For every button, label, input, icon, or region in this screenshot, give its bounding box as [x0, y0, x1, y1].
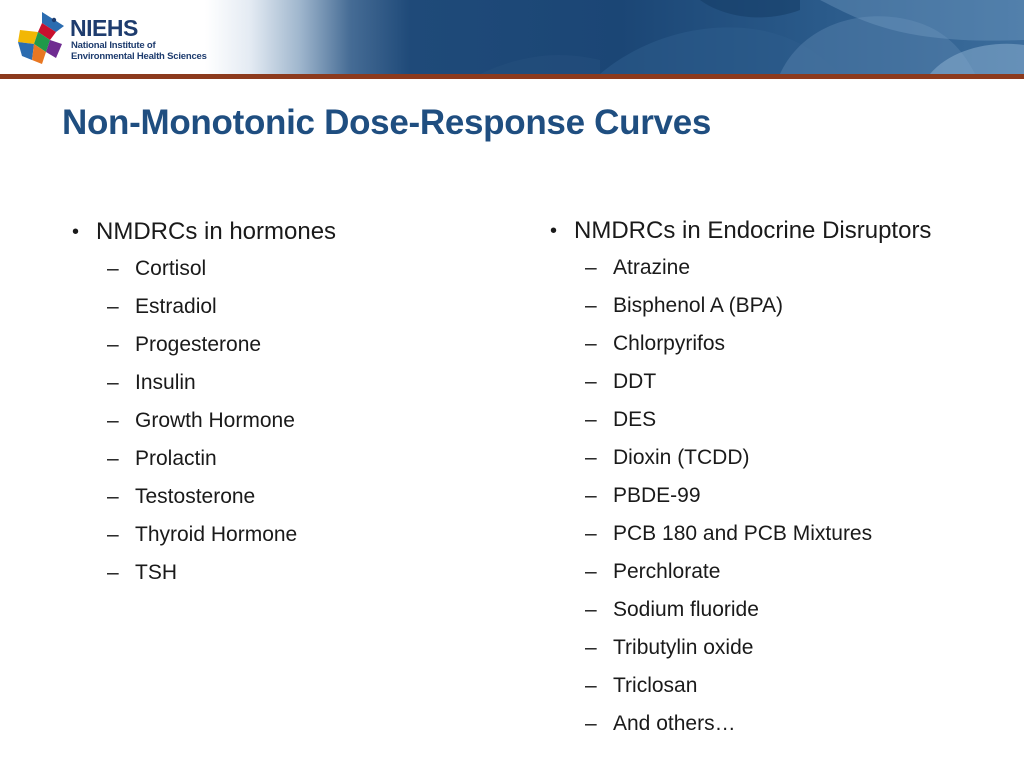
list-item-label: Tributylin oxide	[613, 636, 754, 659]
list-item	[72, 295, 502, 333]
left-column-heading	[72, 217, 502, 247]
list-item-label: Insulin	[135, 371, 196, 394]
logo-subtitle-line-1: National Institute of	[71, 40, 156, 51]
list-item	[72, 371, 502, 409]
list-item-label: Sodium fluoride	[613, 598, 759, 621]
list-item	[550, 560, 990, 598]
list-item-label: Testosterone	[135, 485, 256, 508]
dash-icon: –	[107, 561, 119, 584]
list-item-label: Perchlorate	[613, 560, 721, 583]
list-item-label: Atrazine	[613, 256, 691, 279]
niehs-logo	[16, 10, 214, 66]
list-item	[550, 598, 990, 636]
left-heading-text: NMDRCs in hormones	[96, 218, 337, 245]
header-banner	[0, 0, 1024, 74]
list-item-label: PBDE-99	[613, 484, 701, 507]
list-item	[72, 485, 502, 523]
list-item-label: Growth Hormone	[135, 409, 295, 432]
list-item	[550, 408, 990, 446]
list-item-label: Dioxin (TCDD)	[613, 446, 750, 469]
list-item-label: Bisphenol A (BPA)	[613, 294, 784, 317]
list-item-label: Chlorpyrifos	[613, 332, 726, 355]
dash-icon: –	[585, 674, 597, 697]
list-item	[72, 257, 502, 295]
header-divider	[0, 74, 1024, 79]
list-item	[550, 636, 990, 674]
list-item	[72, 409, 502, 447]
bullet-icon: •	[72, 221, 80, 243]
list-item-label: Triclosan	[613, 674, 698, 697]
niehs-logo-mark-icon	[16, 10, 68, 66]
list-item	[550, 484, 990, 522]
list-item	[72, 523, 502, 561]
logo-subtitle-line-2: Environmental Health Sciences	[71, 51, 207, 62]
dash-icon: –	[585, 294, 597, 317]
dash-icon: –	[107, 409, 119, 432]
list-item	[550, 522, 990, 560]
dash-icon: –	[107, 447, 119, 470]
left-column	[72, 217, 502, 599]
list-item-label: Estradiol	[135, 295, 217, 318]
dash-icon: –	[585, 446, 597, 469]
list-item	[550, 294, 990, 332]
list-item-label: DDT	[613, 370, 657, 393]
dash-icon: –	[585, 560, 597, 583]
logo-subtitle	[71, 40, 207, 62]
list-item	[550, 446, 990, 484]
dash-icon: –	[107, 485, 119, 508]
dash-icon: –	[585, 408, 597, 431]
list-item	[550, 674, 990, 712]
endocrine-disruptor-list	[550, 256, 990, 750]
dash-icon: –	[107, 257, 119, 280]
list-item	[550, 332, 990, 370]
dash-icon: –	[107, 523, 119, 546]
list-item	[550, 370, 990, 408]
list-item-label: Thyroid Hormone	[135, 523, 298, 546]
right-column	[550, 216, 990, 750]
list-item	[72, 447, 502, 485]
hormone-list	[72, 257, 502, 599]
dash-icon: –	[585, 332, 597, 355]
list-item	[72, 561, 502, 599]
dash-icon: –	[585, 636, 597, 659]
dash-icon: –	[107, 295, 119, 318]
list-item-label: And others…	[613, 712, 736, 735]
list-item-label: Prolactin	[135, 447, 217, 470]
dash-icon: –	[585, 598, 597, 621]
dash-icon: –	[585, 370, 597, 393]
dash-icon: –	[107, 371, 119, 394]
dash-icon: –	[585, 712, 597, 735]
dash-icon: –	[585, 256, 597, 279]
list-item-label: TSH	[135, 561, 177, 584]
list-item	[550, 256, 990, 294]
list-item	[72, 333, 502, 371]
list-item-label: PCB 180 and PCB Mixtures	[613, 522, 873, 545]
logo-wordmark: NIEHS	[70, 15, 138, 41]
slide-title: Non-Monotonic Dose-Response Curves	[62, 103, 712, 142]
dash-icon: –	[107, 333, 119, 356]
list-item	[550, 712, 990, 750]
right-column-heading	[550, 216, 990, 246]
dash-icon: –	[585, 522, 597, 545]
bullet-icon: •	[550, 220, 558, 242]
right-heading-text: NMDRCs in Endocrine Disruptors	[574, 217, 932, 244]
list-item-label: Cortisol	[135, 257, 207, 280]
list-item-label: Progesterone	[135, 333, 262, 356]
dash-icon: –	[585, 484, 597, 507]
list-item-label: DES	[613, 408, 657, 431]
